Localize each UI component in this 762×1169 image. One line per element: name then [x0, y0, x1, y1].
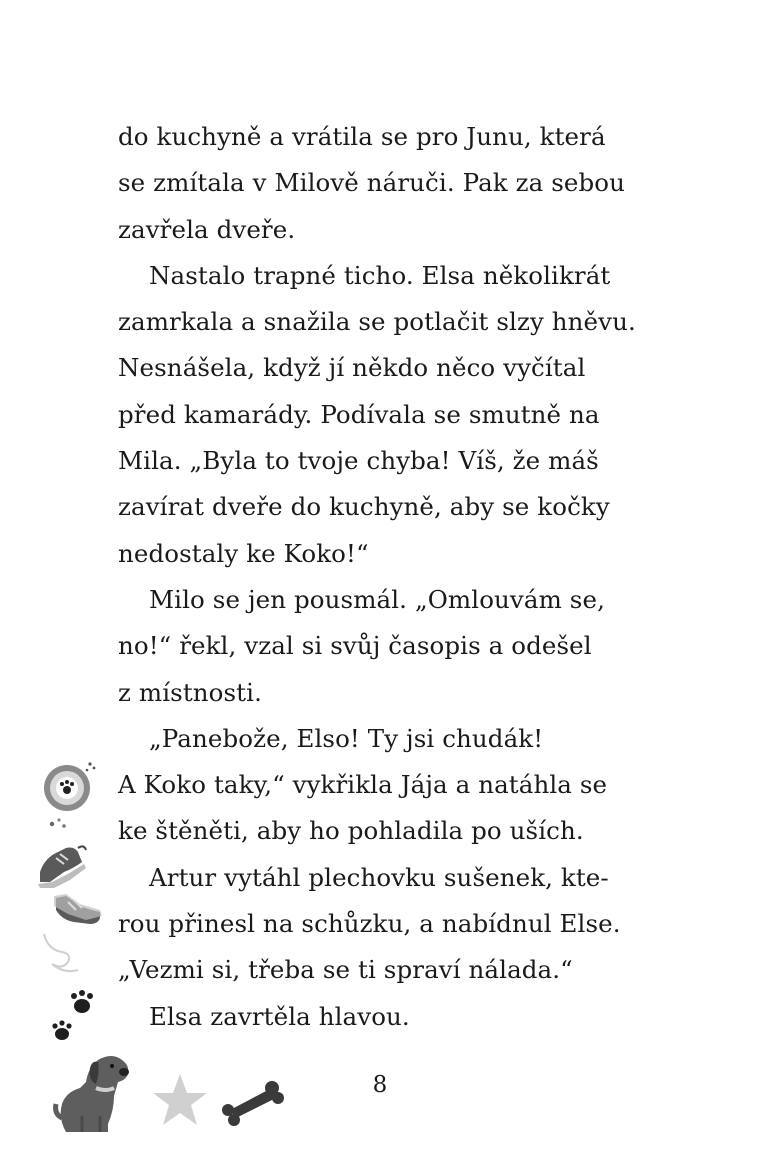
bone-icon	[222, 1080, 284, 1126]
text-line: rou přinesl na schůzku, a nabídnul Else.	[118, 909, 621, 939]
text-line: zamrkala a snažila se potlačit slzy hněvu.	[118, 307, 636, 337]
text-line: Milo se jen pousmál. „Omlouvám se,	[149, 584, 605, 614]
text-line: Elsa zavrtěla hlavou.	[149, 1001, 410, 1031]
text-line: Artur vytáhl plechovku sušenek, kte-	[149, 862, 609, 892]
dog-icon	[52, 1038, 144, 1138]
text-line: Nastalo trapné ticho. Elsa několikrát	[149, 260, 611, 290]
text-line: Nesnášela, když jí někdo něco vyčítal	[118, 353, 586, 383]
page-number: 8	[372, 1072, 388, 1098]
text-line: A Koko taky,“ vykřikla Jája a natáhla se	[118, 770, 608, 800]
text-line: „Panebože, Elso! Ty jsi chudák!	[149, 723, 544, 753]
text-line: no!“ řekl, vzal si svůj časopis a odešel	[118, 631, 592, 661]
text-line: „Vezmi si, třeba se ti spraví nálada.“	[118, 955, 573, 985]
ribbon-icon	[38, 930, 88, 980]
ball-icon	[40, 756, 100, 816]
text-line: se zmítala v Milově náruči. Pak za sebou	[118, 168, 626, 198]
text-line: z místnosti.	[118, 677, 262, 707]
star-icon	[150, 1072, 210, 1130]
text-line: zavírat dveře do kuchyně, aby se kočky	[118, 492, 610, 522]
text-line: do kuchyně a vrátila se pro Junu, která	[118, 122, 606, 151]
dots-decoration	[44, 812, 74, 834]
text-line: před kamarády. Podívala se smutně na	[118, 399, 600, 429]
text-line: Mila. „Byla to tvoje chyba! Víš, že máš	[118, 446, 599, 476]
sneaker-icon	[50, 888, 106, 934]
text-line: ke štěněti, aby ho pohladila po uších.	[118, 816, 584, 846]
sneaker-icon	[34, 842, 90, 892]
text-line: zavřela dveře.	[118, 214, 296, 244]
body-text	[118, 114, 658, 1040]
text-line: nedostaly ke Koko!“	[118, 538, 369, 568]
